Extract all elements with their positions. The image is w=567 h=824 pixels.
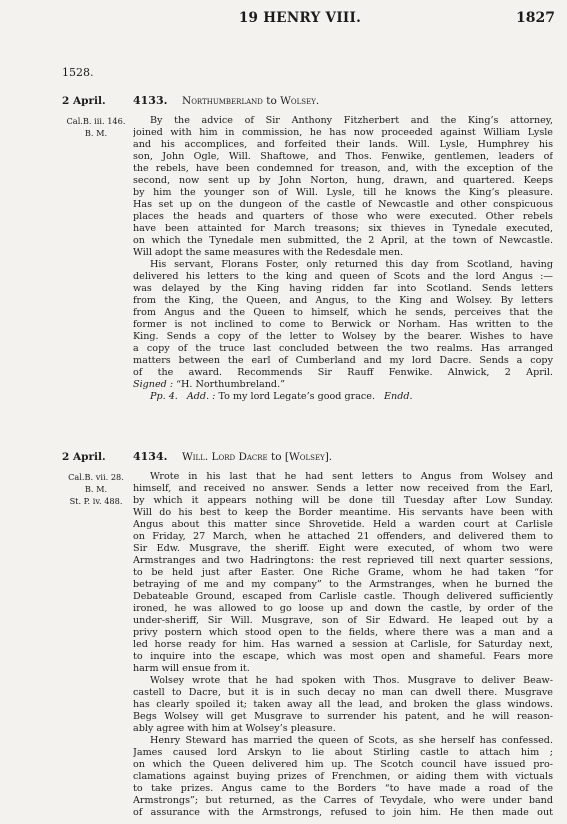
text-line: Begs Wolsey will get Musgrave to surrender his patent, and he will reason- — [133, 711, 553, 722]
text-line: under-sheriff, Sir Will. Musgrave, son of Sir Edward. He leaped out by a — [133, 615, 553, 626]
page-number: 1827 — [516, 10, 555, 26]
entry-text — [133, 471, 553, 819]
text-line: Henry Steward has married the queen of Scots, as she herself has confessed. — [150, 735, 553, 746]
text-line: By the advice of Sir Anthony Fitzherbert and the King’s attorney, — [150, 115, 553, 126]
text-line: to be held just after Easter. One Riche Grame, whom he had taken “for — [133, 567, 553, 578]
entry-number: 4133. — [133, 94, 168, 107]
text-line: delivered his letters to the king and queen of Scots and the lord Angus :— — [133, 271, 553, 282]
text-line: on which the Queen delivered him up. The Scotch council have issued pro- — [133, 759, 553, 770]
source-reference: B. M. — [84, 484, 108, 494]
calendar-entry — [62, 450, 553, 818]
entry-heading — [182, 451, 332, 463]
source-references — [62, 115, 130, 139]
text-line: privy postern which stood open to the fields, where there was a man and a — [133, 627, 553, 638]
text-line: from Angus and the Queen to himself, which he sends, perceives that the — [133, 307, 553, 318]
text-line: joined with him in commission, he has now proceeded against William Lysle — [133, 127, 553, 138]
text-line: harm will ensue from it. — [133, 663, 250, 674]
text-line: Wolsey wrote that he had spoken with Thos. Musgrave to deliver Beaw- — [150, 675, 553, 686]
text-line: son, John Ogle, Will. Shaftowe, and Thos. Fenwike, gentlemen, leaders of — [133, 151, 553, 162]
text-line: places the heads and quarters of those who were executed. Other rebels — [133, 211, 553, 222]
text-line: betraying of me and my company” to the Armstranges, when he burned the — [133, 579, 553, 590]
text-line: has clearly spoiled it; taken away all the lead, and broken the glass windows. — [133, 699, 553, 710]
margin-year: 1528. — [62, 66, 94, 79]
text-line: Wrote in his last that he had sent letters to Angus from Wolsey and — [150, 471, 553, 482]
text-line: Angus about this matter since Shrovetide. Held a warden court at Carlisle — [133, 519, 553, 530]
text-line: Armstrongs”; but returned, as the Carres of Tevydale, who were under band — [133, 795, 553, 806]
text-line: Debateable Ground, escaped from Carlisle castle. Though delivered sufficiently — [133, 591, 553, 602]
text-line: James caused lord Arskyn to lie about Stirling castle to attach him ; — [133, 747, 553, 758]
text-line: Has set up on the dungeon of the castle of Newcastle and other conspicuous — [133, 199, 553, 210]
text-line: led horse ready for him. Has warned a session at Carlisle, for Saturday next, — [133, 639, 553, 650]
calendar-entry — [62, 94, 553, 402]
text-line: second, now sent up by John Norton, hung, drawn, and quartered. Keeps — [133, 175, 553, 186]
source-references — [62, 471, 130, 507]
text-line: a copy of the truce last concluded between the two realms. Has arranged — [133, 343, 553, 354]
text-line: Will adopt the same measures with the Redesdale men. — [133, 247, 404, 258]
text-line: on Friday, 27 March, when he attached 21 offenders, and delivered them to — [133, 531, 553, 542]
entry-heading — [182, 95, 319, 107]
text-line: and his accomplices, and forfeited their lands. Will. Lysle, Humphrey his — [133, 139, 553, 150]
text-line: by him the younger son of Will. Lysle, till he knows the King’s pleasure. — [133, 187, 553, 198]
entry-text — [133, 115, 553, 403]
source-reference: Cal.B. vii. 28. — [68, 472, 124, 482]
source-reference: St. P. iv. 488. — [69, 496, 123, 506]
text-line: ironed, he was allowed to go loose up and down the castle, by order of the — [133, 603, 553, 614]
text-line: of assurance with the Armstrongs, refused to join him. He then made out — [133, 807, 553, 818]
text-line: clamations against buying prizes of Frenchmen, or aiding them with victuals — [133, 771, 553, 782]
letter-sender: Northumberland — [182, 95, 263, 107]
text-line: the rebels, have been condemned for treason, and, with the exception of the — [133, 163, 553, 174]
heading-connector: to — [271, 451, 282, 463]
text-line: castell to Dacre, but it is in such decay no man can dwell there. Musgrave — [133, 687, 553, 698]
text-line: from the King, the Queen, and Angus, to the King and Wolsey. By letters — [133, 295, 553, 306]
signature-line — [133, 379, 553, 391]
text-line: former is not inclined to come to Berwick or Norham. Has written to the — [133, 319, 553, 330]
text-line: Will do his best to keep the Border meantime. His servants have been with — [133, 507, 553, 518]
entry-heading-row — [62, 451, 553, 463]
source-reference: Cal.B. iii. 146. — [66, 116, 126, 126]
address-text: To my lord Legate’s good grace. — [218, 391, 376, 402]
address-label: Add. : — [186, 391, 216, 402]
text-line: Sir Edw. Musgrave, the sheriff. Eight were executed, of whom two were — [133, 543, 553, 554]
endorsement: Endd. — [384, 391, 413, 402]
letter-sender: Will. Lord Dacre — [182, 451, 268, 463]
running-head-title: 19 HENRY VIII. — [238, 10, 362, 26]
entry-number: 4134. — [133, 450, 168, 463]
document-note — [133, 391, 553, 403]
text-line: himself, and received no answer. Sends a letter now received from the Earl, — [133, 483, 553, 494]
signature-text: “H. Northumbreland.” — [176, 379, 286, 390]
text-line: His servant, Florans Foster, only returned this day from Scotland, having — [150, 259, 553, 270]
letter-recipient: Wolsey. — [280, 95, 320, 107]
text-line: ably agree with him at Wolsey’s pleasure. — [133, 723, 336, 734]
entry-date: 2 April. — [62, 95, 106, 107]
text-line: by which it appears nothing will be done till Tuesday after Low Sunday. — [133, 495, 553, 506]
entry-date: 2 April. — [62, 451, 106, 463]
text-line: matters between the earl of Cumberland and my lord Dacre. Sends a copy — [133, 355, 553, 366]
text-line: to inquire into the escape, which was most open and shameful. Fears more — [133, 651, 553, 662]
text-line: was delayed by the King having ridden far into Scotland. Sends letters — [133, 283, 553, 294]
heading-connector: to — [266, 95, 277, 107]
text-line: King. Sends a copy of the letter to Wolsey by the bearer. Wishes to have — [133, 331, 553, 342]
page-count: Pp. 4. — [150, 391, 178, 402]
entry-heading-row — [62, 95, 553, 107]
text-line: have been attainted for March treasons; six thieves in Tynedale executed, — [133, 223, 553, 234]
text-line: Armstranges and two Hadringtons: the rest reprieved till next quarter sessions, — [133, 555, 553, 566]
text-line: to take prizes. Angus came to the Borders “to have made a road of the — [133, 783, 553, 794]
text-line: on which the Tynedale men submitted, the 2 April, at the town of Newcastle. — [133, 235, 553, 246]
source-reference: B. M. — [84, 128, 108, 138]
letter-recipient: [Wolsey]. — [284, 451, 333, 463]
signature-label: Signed : — [133, 379, 174, 390]
text-line: of the award. Recommends Sir Rauff Fenwike. Alnwick, 2 April. — [133, 367, 553, 378]
